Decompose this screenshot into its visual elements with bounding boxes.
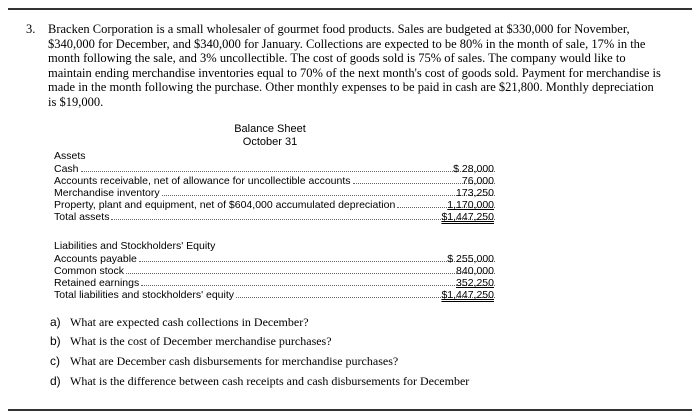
liabilities-header: Liabilities and Stockholders' Equity bbox=[54, 240, 216, 252]
problem-line: maintain ending merchandise inventories equal to 70% of the next month's cost of goods sold. Payment for merchandise is bbox=[48, 65, 661, 80]
question-text: What are December cash disbursements for merchandise purchases? bbox=[70, 354, 399, 368]
question-d bbox=[50, 374, 469, 389]
row-value: $1,447,250 bbox=[441, 289, 494, 301]
question-c bbox=[50, 354, 398, 369]
question-text: What is the cost of December merchandise purchases? bbox=[70, 334, 332, 348]
problem-line: $340,000 for December, and $340,000 for January. Collections are expected to be 80% in the month of sale, 17% in the bbox=[48, 36, 646, 51]
row-value: 173,250 bbox=[456, 187, 494, 199]
problem-text bbox=[48, 22, 678, 110]
row-value: 352,250 bbox=[456, 277, 494, 289]
top-rule bbox=[8, 8, 692, 10]
question-text: What are expected cash collections in December? bbox=[70, 315, 309, 329]
bottom-rule bbox=[8, 409, 692, 411]
balance-sheet-title: Balance Sheet bbox=[234, 123, 306, 135]
balance-sheet-date: October 31 bbox=[242, 136, 298, 148]
question-letter: b) bbox=[50, 334, 61, 348]
row-label: Total assets bbox=[54, 211, 110, 223]
row-label: Accounts payable bbox=[54, 253, 137, 265]
row-value: $ 255,000 bbox=[447, 253, 494, 265]
question-letter: d) bbox=[50, 374, 61, 388]
row-label: Property, plant and equipment, net of $604,000 accumulated depreciation bbox=[54, 199, 396, 211]
row-label: Accounts receivable, net of allowance for uncollectible accounts bbox=[54, 175, 351, 187]
problem-line: made in the month following the purchase. Other monthly expenses to be paid in cash are $21,800. Monthly depreciation bbox=[48, 80, 654, 95]
row-label: Merchandise inventory bbox=[54, 187, 160, 199]
question-letter: c) bbox=[50, 354, 60, 368]
assets-header: Assets bbox=[54, 150, 86, 162]
row-label: Common stock bbox=[54, 265, 125, 277]
question-a bbox=[50, 315, 309, 330]
row-value: $1,447,250 bbox=[441, 211, 494, 223]
question-b bbox=[50, 334, 332, 349]
row-value: 840,000 bbox=[456, 265, 494, 277]
problem-line: month following the sale, and 3% uncollectible. The cost of goods sold is 75% of sales. The company would like to bbox=[48, 51, 626, 66]
problem-line: Bracken Corporation is a small wholesaler of gourmet food products. Sales are budgeted at $330,000 for November, bbox=[48, 22, 630, 36]
row-value: 1,170,000 bbox=[447, 199, 494, 211]
question-letter: a) bbox=[50, 315, 61, 329]
row-value: $ 28,000 bbox=[453, 163, 494, 175]
problem-number: 3. bbox=[26, 22, 36, 36]
row-label: Total liabilities and stockholders' equity bbox=[54, 289, 235, 301]
problem-line: is $19,000. bbox=[48, 94, 104, 109]
balance-sheet-heading bbox=[210, 123, 330, 149]
row-label: Retained earnings bbox=[54, 277, 140, 289]
row-value: 76,000 bbox=[461, 175, 494, 187]
row-label: Cash bbox=[54, 163, 79, 175]
question-text: What is the difference between cash receipts and cash disbursements for December bbox=[70, 374, 470, 388]
